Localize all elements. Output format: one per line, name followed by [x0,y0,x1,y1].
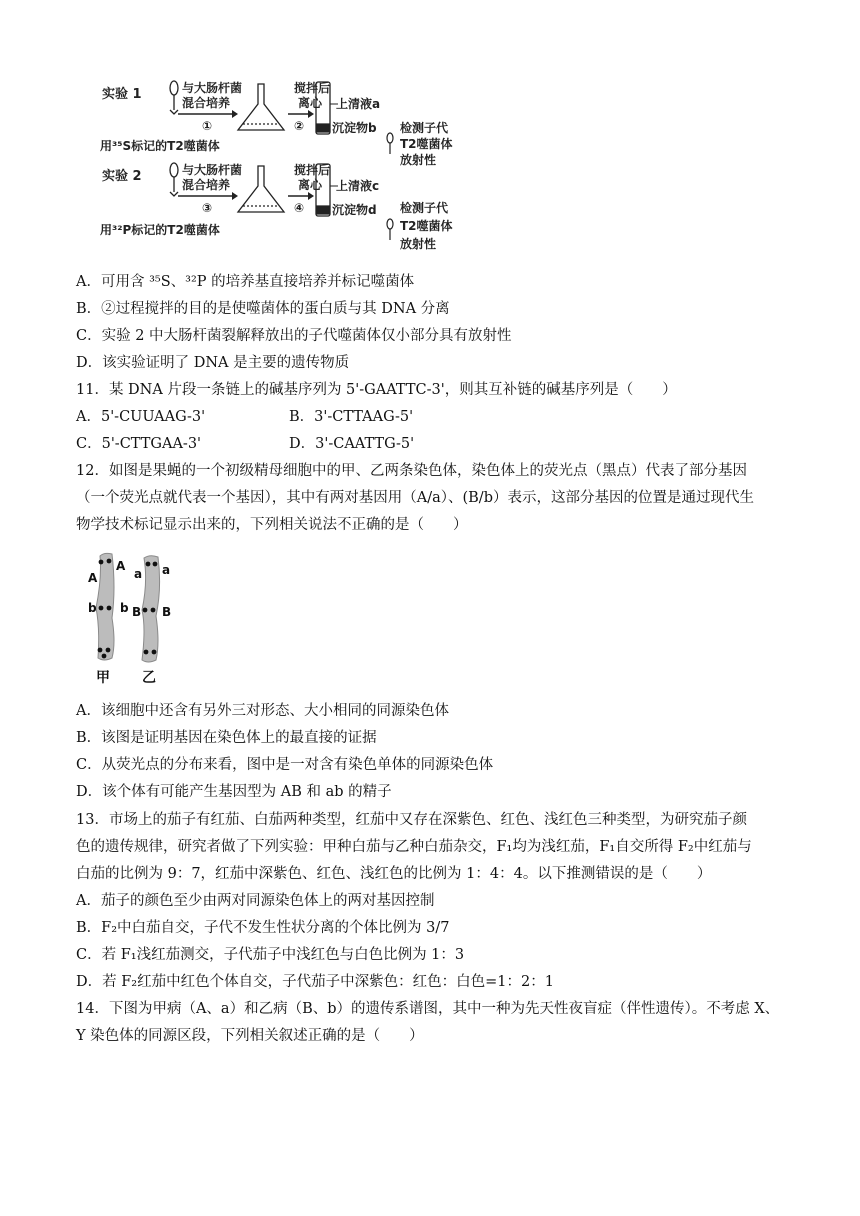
q13-option-a: A．茄子的颜色至少由两对同源染色体上的两对基因控制 [76,893,435,909]
mix-label-4: 混合培养 [182,178,231,192]
sediment-d: 沉淀物d [332,203,377,217]
phage-icon [170,81,178,114]
phage-icon [387,219,393,240]
detect-1c: 放射性 [400,153,437,167]
q13-option-d: D．若 F₂红茄中红色个体自交，子代茄子中深紫色：红色：白色=1：2：1 [76,974,554,990]
step4: ④ [294,201,305,215]
stir-label-1: 搅拌后 [294,81,331,95]
q11-stem: 11．某 DNA 片段一条链上的碱基序列为 5'-GAATTC-3'，则其互补链的碱基序列是（ ） [76,382,677,398]
gene-b-left: b [88,601,97,615]
q10-option-c: C．实验 2 中大肠杆菌裂解释放出的子代噬菌体仅小部分具有放射性 [76,328,512,344]
gene-B-left: B [132,605,142,619]
phage-icon [387,133,393,154]
gene-a-left: a [134,567,143,581]
q14-stem-line2: Y 染色体的同源区段，下列相关叙述正确的是（ ） [76,1028,424,1044]
q11-option-d: D．3'-CAATTG-5' [289,436,415,452]
gene-A-right: A [116,559,126,573]
label-jia: 甲 [96,670,110,686]
flask-icon [238,84,284,130]
q13-stem-line2: 色的遗传规律，研究者做了下列实验：甲种白茄与乙种白茄杂交，F₁均为浅红茄，F₁自交所得 F₂中红茄与 [76,839,752,855]
step1: ① [202,119,213,133]
q12-option-a: A．该细胞中还含有另外三对形态、大小相同的同源染色体 [76,703,449,719]
mix-label-2: 混合培养 [182,96,231,110]
q10-option-d: D．该实验证明了 DNA 是主要的遗传物质 [76,355,350,371]
label-p32: 用³²P标记的T2噬菌体 [100,223,220,237]
q13-option-c: C．若 F₁浅红茄测交，子代茄子中浅红色与白色比例为 1：3 [76,947,465,963]
q11-option-b: B．3'-CTTAAG-5' [289,409,414,425]
stir-label-2: 离心 [298,96,323,110]
mix-label-1: 与大肠杆菌 [182,81,243,95]
phage-experiment-figure [98,74,478,268]
label-s35: 用³⁵S标记的T2噬菌体 [100,139,220,153]
label-yi: 乙 [142,670,156,686]
supernatant-a: 上清液a [336,97,381,111]
q11-option-a: A．5'-CUUAAG-3' [76,409,206,425]
detect-1b: T2噬菌体 [400,137,453,151]
q12-stem-line1: 12．如图是果蝇的一个初级精母细胞中的甲、乙两条染色体，染色体上的荧光点（黑点）代表了部分基因 [76,463,747,479]
gene-a-right: a [162,563,171,577]
q10-option-b: B．②过程搅拌的目的是使噬菌体的蛋白质与其 DNA 分离 [76,301,450,317]
q13-stem-line3: 白茄的比例为 9：7，红茄中深紫色、红色、浅红色的比例为 1：4：4。以下推测错误的是（ ） [76,866,712,882]
q12-option-d: D．该个体有可能产生基因型为 AB 和 ab 的精子 [76,784,392,800]
supernatant-c: 上清液c [336,179,380,193]
stir-label-4: 离心 [298,178,323,192]
gene-A-left: A [88,571,98,585]
exp1-label: 实验 1 [102,87,142,102]
step3: ③ [202,201,213,215]
detect-2c: 放射性 [400,237,437,251]
chromosome-figure [82,548,192,688]
sediment-b: 沉淀物b [332,121,377,135]
detect-2b: T2噬菌体 [400,219,453,233]
q13-stem-line1: 13．市场上的茄子有红茄、白茄两种类型，红茄中又存在深紫色、红色、浅红色三种类型，为研究茄子颜 [76,812,747,828]
detect-1a: 检测子代 [400,121,449,135]
q14-stem-line1: 14．下图为甲病（A、a）和乙病（B、b）的遗传系谱图，其中一种为先天性夜盲症（伴性遗传）。不考虑 X、 [76,1001,780,1017]
q10-option-a: A．可用含 ³⁵S、³²P 的培养基直接培养并标记噬菌体 [76,274,415,290]
stir-label-3: 搅拌后 [294,163,331,177]
step2: ② [294,119,305,133]
q11-option-c: C．5'-CTTGAA-3' [76,436,202,452]
detect-2a: 检测子代 [400,201,449,215]
q13-option-b: B．F₂中白茄自交，子代不发生性状分离的个体比例为 3/7 [76,920,450,936]
gene-b-right: b [120,601,129,615]
q12-option-c: C．从荧光点的分布来看，图中是一对含有染色单体的同源染色体 [76,757,494,773]
mix-label-3: 与大肠杆菌 [182,163,243,177]
gene-B-right: B [162,605,172,619]
exp2-label: 实验 2 [102,169,142,184]
q12-stem-line2: （一个荧光点就代表一个基因），其中有两对基因用（A/a）、(B/b）表示，这部分基因的位置是通过现代生 [76,490,754,506]
q12-stem-line3: 物学技术标记显示出来的，下列相关说法不正确的是（ ） [76,517,468,533]
phage-icon [170,163,178,196]
q12-option-b: B．该图是证明基因在染色体上的最直接的证据 [76,730,377,746]
chromosome-jia [96,553,114,660]
flask-icon [238,166,284,212]
